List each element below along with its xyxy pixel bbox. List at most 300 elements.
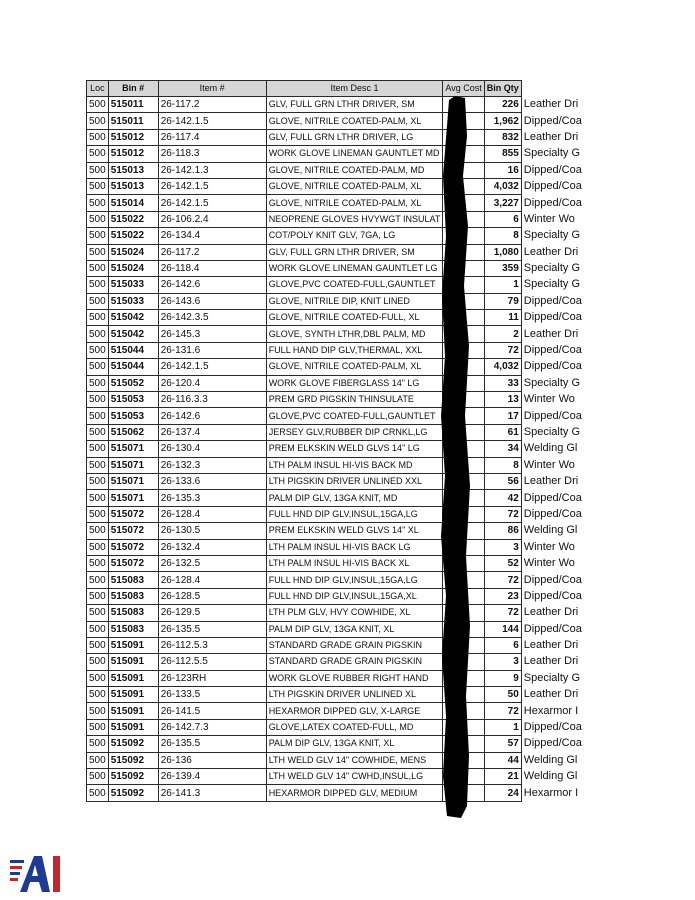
cell-category: Dipped/Coa: [523, 622, 582, 635]
cell-loc: 500: [87, 473, 109, 489]
table-row: [87, 277, 585, 293]
cell-bin: 515091: [108, 654, 158, 670]
cell-bin-qty: 23: [484, 588, 521, 604]
cell-bin-qty: 11: [484, 310, 521, 326]
table-row: [87, 523, 585, 539]
cell-loc: 500: [87, 293, 109, 309]
cell-bin: 515053: [108, 408, 158, 424]
cell-loc: 500: [87, 392, 109, 408]
cell-category: Dipped/Coa: [523, 721, 582, 734]
cell-category: Specialty G: [523, 229, 581, 242]
cell-item: 26-106.2.4: [158, 211, 266, 227]
cell-item: 26-142.6: [158, 277, 266, 293]
cell-item: 26-117.2: [158, 97, 266, 113]
cell-bin-qty: 72: [484, 506, 521, 522]
cell-category: Welding Gl: [523, 442, 578, 455]
cell-loc: 500: [87, 588, 109, 604]
cell-bin: 515042: [108, 326, 158, 342]
cell-category: Winter Wo: [523, 540, 575, 553]
cell-desc: LTH WELD GLV 14" COWHIDE, MENS: [266, 752, 443, 768]
cell-loc: 500: [87, 178, 109, 194]
table-row: [87, 670, 585, 686]
cell-bin-qty: 21: [484, 769, 521, 785]
cell-item: 26-142.1.5: [158, 178, 266, 194]
inventory-table: [86, 80, 585, 802]
cell-bin-qty: 1: [484, 719, 521, 735]
cell-loc: 500: [87, 523, 109, 539]
cell-bin: 515012: [108, 146, 158, 162]
cell-bin: 515083: [108, 572, 158, 588]
cell-bin-qty: 4,032: [484, 359, 521, 375]
cell-loc: 500: [87, 342, 109, 358]
cell-desc: PREM GRD PIGSKIN THINSULATE: [266, 392, 443, 408]
cell-desc: PALM DIP GLV, 13GA KNIT, XL: [266, 736, 443, 752]
header-avg-cost: Avg Cost: [443, 81, 484, 97]
cell-category: Winter Wo: [523, 458, 575, 471]
cell-loc: 500: [87, 146, 109, 162]
cell-category: Leather Dri: [523, 688, 579, 701]
cell-desc: WORK GLOVE RUBBER RIGHT HAND: [266, 670, 443, 686]
cell-item: 26-141.5: [158, 703, 266, 719]
cell-loc: 500: [87, 769, 109, 785]
table-row: [87, 97, 585, 113]
table-row: [87, 228, 585, 244]
cell-bin-qty: 6: [484, 211, 521, 227]
cell-bin: 515024: [108, 244, 158, 260]
cell-bin: 515014: [108, 195, 158, 211]
cell-item: 26-142.1.3: [158, 162, 266, 178]
cell-bin-qty: 16: [484, 162, 521, 178]
table-row: [87, 539, 585, 555]
cell-category: Specialty G: [523, 278, 581, 291]
cell-item: 26-134.4: [158, 228, 266, 244]
cell-category: Welding Gl: [523, 770, 578, 783]
cell-loc: 500: [87, 375, 109, 391]
cell-desc: LTH PLM GLV, HVY COWHIDE, XL: [266, 605, 443, 621]
table-row: [87, 457, 585, 473]
cell-bin-qty: 6: [484, 637, 521, 653]
cell-bin-qty: 33: [484, 375, 521, 391]
cell-bin-qty: 44: [484, 752, 521, 768]
cell-bin: 515071: [108, 490, 158, 506]
cell-bin-qty: 56: [484, 473, 521, 489]
table-row: [87, 326, 585, 342]
cell-category: Leather Dri: [523, 327, 579, 340]
table-row: [87, 506, 585, 522]
cell-loc: 500: [87, 113, 109, 129]
cell-loc: 500: [87, 129, 109, 145]
cell-bin-qty: 79: [484, 293, 521, 309]
cell-loc: 500: [87, 572, 109, 588]
cell-bin: 515071: [108, 457, 158, 473]
cell-item: 26-116.3.3: [158, 392, 266, 408]
cell-category: Specialty G: [523, 426, 581, 438]
cell-loc: 500: [87, 228, 109, 244]
cell-bin-qty: 855: [484, 146, 521, 162]
cell-desc: GLOVE, NITRILE COATED-PALM, XL: [266, 195, 443, 211]
table-row: [87, 621, 585, 637]
cell-loc: 500: [87, 244, 109, 260]
table-row: [87, 178, 585, 194]
table-row: [87, 605, 585, 621]
cell-category: Dipped/Coa: [523, 507, 582, 520]
cell-bin-qty: 57: [484, 736, 521, 752]
cell-item: 26-135.5: [158, 621, 266, 637]
cell-item: 26-128.5: [158, 588, 266, 604]
cell-bin-qty: 34: [484, 441, 521, 457]
header-spacer: [521, 81, 584, 97]
cell-desc: WORK GLOVE FIBERGLASS 14" LG: [266, 375, 443, 391]
cell-bin-qty: 8: [484, 457, 521, 473]
cell-loc: 500: [87, 211, 109, 227]
cell-loc: 500: [87, 752, 109, 768]
cell-bin-qty: 1,962: [484, 113, 521, 129]
cell-bin: 515022: [108, 211, 158, 227]
cell-loc: 500: [87, 457, 109, 473]
cell-loc: 500: [87, 277, 109, 293]
cell-category: Dipped/Coa: [523, 180, 582, 193]
cell-desc: PALM DIP GLV, 13GA KNIT, XL: [266, 621, 443, 637]
table-row: [87, 392, 585, 408]
table-row: [87, 473, 585, 489]
cell-category: Welding Gl: [523, 524, 578, 537]
cell-item: 26-118.3: [158, 146, 266, 162]
cell-loc: 500: [87, 736, 109, 752]
cell-category: Specialty G: [523, 671, 581, 684]
cell-bin: 515033: [108, 277, 158, 293]
table-row: [87, 342, 585, 358]
cell-bin: 515083: [108, 621, 158, 637]
cell-bin-qty: 3: [484, 654, 521, 670]
cell-item: 26-142.3.5: [158, 310, 266, 326]
cell-category: Specialty G: [523, 376, 581, 389]
cell-bin-qty: 17: [484, 408, 521, 424]
cell-loc: 500: [87, 719, 109, 735]
cell-bin-qty: 72: [484, 342, 521, 358]
cell-item: 26-129.5: [158, 605, 266, 621]
cell-bin: 515083: [108, 605, 158, 621]
cell-loc: 500: [87, 162, 109, 178]
cell-bin: 515062: [108, 424, 158, 440]
cell-bin: 515072: [108, 539, 158, 555]
cell-bin: 515013: [108, 178, 158, 194]
table-row: [87, 785, 585, 801]
cell-desc: LTH PALM INSUL HI-VIS BACK LG: [266, 539, 443, 555]
cell-category: Dipped/Coa: [523, 114, 582, 127]
cell-category: Dipped/Coa: [523, 360, 582, 373]
table-row: [87, 195, 585, 211]
cell-item: 26-135.5: [158, 736, 266, 752]
table-row: [87, 359, 585, 375]
cell-item: 26-117.4: [158, 129, 266, 145]
cell-category: Leather Dri: [523, 606, 579, 619]
cell-bin: 515091: [108, 687, 158, 703]
cell-bin: 515024: [108, 260, 158, 276]
cell-bin-qty: 72: [484, 572, 521, 588]
cell-item: 26-133.5: [158, 687, 266, 703]
cell-item: 26-143.6: [158, 293, 266, 309]
cell-loc: 500: [87, 490, 109, 506]
cell-item: 26-142.7.3: [158, 719, 266, 735]
cell-item: 26-142.1.5: [158, 359, 266, 375]
cell-bin-qty: 24: [484, 785, 521, 801]
cell-item: 26-142.1.5: [158, 195, 266, 211]
cell-loc: 500: [87, 97, 109, 113]
cell-category: Specialty G: [523, 147, 581, 160]
table-row: [87, 244, 585, 260]
cell-loc: 500: [87, 260, 109, 276]
cell-category: Leather Dri: [523, 130, 579, 143]
cell-bin-qty: 8: [484, 228, 521, 244]
cell-item: 26-123RH: [158, 670, 266, 686]
cell-item: 26-130.5: [158, 523, 266, 539]
cell-bin: 515042: [108, 310, 158, 326]
table-row: [87, 162, 585, 178]
cell-item: 26-120.4: [158, 375, 266, 391]
cell-bin-qty: 1: [484, 277, 521, 293]
cell-desc: PREM ELKSKIN WELD GLVS 14" LG: [266, 441, 443, 457]
cell-item: 26-112.5.5: [158, 654, 266, 670]
table-row: [87, 572, 585, 588]
cell-bin-qty: 13: [484, 392, 521, 408]
cell-loc: 500: [87, 539, 109, 555]
cell-bin: 515011: [108, 97, 158, 113]
cell-item: 26-136: [158, 752, 266, 768]
cell-category: Welding Gl: [523, 753, 578, 766]
cell-bin: 515092: [108, 736, 158, 752]
table-row: [87, 719, 585, 735]
cell-desc: COT/POLY KNIT GLV, 7GA, LG: [266, 228, 443, 244]
cell-bin: 515091: [108, 637, 158, 653]
auction-logo-icon: [10, 852, 64, 894]
cell-item: 26-132.3: [158, 457, 266, 473]
cell-loc: 500: [87, 195, 109, 211]
cell-item: 26-130.4: [158, 441, 266, 457]
cell-bin: 515072: [108, 506, 158, 522]
cell-desc: HEXARMOR DIPPED GLV, MEDIUM: [266, 785, 443, 801]
cell-loc: 500: [87, 637, 109, 653]
cell-desc: GLV, FULL GRN LTHR DRIVER, LG: [266, 129, 443, 145]
cell-bin-qty: 359: [484, 260, 521, 276]
cell-loc: 500: [87, 703, 109, 719]
cell-category: Leather Dri: [523, 475, 579, 488]
table-row: [87, 637, 585, 653]
cell-desc: PREM ELKSKIN WELD GLVS 14" XL: [266, 523, 443, 539]
cell-bin: 515012: [108, 129, 158, 145]
cell-category: Hexarmor I: [523, 704, 579, 717]
cell-loc: 500: [87, 670, 109, 686]
cell-loc: 500: [87, 555, 109, 571]
cell-category: Hexarmor I: [523, 786, 579, 799]
cell-bin: 515071: [108, 441, 158, 457]
table-row: [87, 441, 585, 457]
cell-desc: LTH WELD GLV 14" CWHD,INSUL,LG: [266, 769, 443, 785]
cell-bin-qty: 52: [484, 555, 521, 571]
cell-loc: 500: [87, 310, 109, 326]
cell-desc: GLOVE, NITRILE COATED-FULL, XL: [266, 310, 443, 326]
cell-bin-qty: 3: [484, 539, 521, 555]
cell-category: Dipped/Coa: [523, 294, 582, 307]
cell-item: 26-117.2: [158, 244, 266, 260]
cell-desc: GLOVE,PVC COATED-FULL,GAUNTLET: [266, 408, 443, 424]
cell-category: Dipped/Coa: [523, 344, 582, 357]
cell-bin: 515072: [108, 523, 158, 539]
table-row: [87, 424, 585, 440]
header-bin-qty: Bin Qty: [484, 81, 521, 97]
redaction-mark: [441, 96, 471, 819]
cell-bin: 515053: [108, 392, 158, 408]
cell-category: Winter Wo: [523, 212, 575, 225]
table-row: [87, 310, 585, 326]
header-bin: Bin #: [108, 81, 158, 97]
cell-category: Dipped/Coa: [523, 196, 582, 209]
cell-category: Specialty G: [523, 262, 581, 275]
header-item: Item #: [158, 81, 266, 97]
cell-bin: 515071: [108, 473, 158, 489]
cell-item: 26-128.4: [158, 572, 266, 588]
cell-category: Winter Wo: [523, 393, 575, 406]
cell-bin: 515092: [108, 785, 158, 801]
table-row: [87, 260, 585, 276]
cell-bin-qty: 72: [484, 703, 521, 719]
cell-item: 26-133.6: [158, 473, 266, 489]
cell-loc: 500: [87, 424, 109, 440]
cell-bin: 515052: [108, 375, 158, 391]
table-row: [87, 129, 585, 145]
table-row: [87, 736, 585, 752]
cell-bin-qty: 4,032: [484, 178, 521, 194]
table-header-row: [87, 81, 585, 97]
cell-category: Leather Dri: [523, 245, 579, 258]
cell-bin-qty: 61: [484, 424, 521, 440]
cell-bin-qty: 832: [484, 129, 521, 145]
header-desc: Item Desc 1: [266, 81, 443, 97]
cell-desc: WORK GLOVE LINEMAN GAUNTLET LG: [266, 260, 443, 276]
cell-loc: 500: [87, 621, 109, 637]
table-row: [87, 588, 585, 604]
table-row: [87, 113, 585, 129]
cell-item: 26-141.3: [158, 785, 266, 801]
cell-desc: PALM DIP GLV, 13GA KNIT, MD: [266, 490, 443, 506]
cell-desc: NEOPRENE GLOVES HVYWGT INSULAT: [266, 211, 443, 227]
cell-bin-qty: 9: [484, 670, 521, 686]
cell-desc: GLOVE,PVC COATED-FULL,GAUNTLET: [266, 277, 443, 293]
cell-desc: FULL HND DIP GLV,INSUL,15GA,LG: [266, 572, 443, 588]
cell-item: 26-142.1.5: [158, 113, 266, 129]
cell-desc: GLOVE, NITRILE COATED-PALM, XL: [266, 359, 443, 375]
cell-bin: 515044: [108, 342, 158, 358]
cell-desc: FULL HAND DIP GLV,THERMAL, XXL: [266, 342, 443, 358]
header-loc: Loc: [87, 81, 109, 97]
cell-bin: 515091: [108, 670, 158, 686]
cell-bin: 515091: [108, 703, 158, 719]
table-row: [87, 654, 585, 670]
cell-bin: 515013: [108, 162, 158, 178]
cell-bin: 515083: [108, 588, 158, 604]
cell-item: 26-112.5.3: [158, 637, 266, 653]
cell-loc: 500: [87, 408, 109, 424]
cell-bin-qty: 72: [484, 605, 521, 621]
cell-bin: 515091: [108, 719, 158, 735]
cell-desc: GLOVE,LATEX COATED-FULL, MD: [266, 719, 443, 735]
cell-bin: 515011: [108, 113, 158, 129]
table-row: [87, 375, 585, 391]
cell-loc: 500: [87, 441, 109, 457]
table-row: [87, 293, 585, 309]
cell-desc: GLOVE, NITRILE COATED-PALM, MD: [266, 162, 443, 178]
cell-desc: GLOVE, NITRILE COATED-PALM, XL: [266, 113, 443, 129]
cell-bin-qty: 1,080: [484, 244, 521, 260]
cell-item: 26-118.4: [158, 260, 266, 276]
cell-desc: LTH PALM INSUL HI-VIS BACK MD: [266, 457, 443, 473]
cell-desc: GLOVE, NITRILE DIP, KNIT LINED: [266, 293, 443, 309]
cell-bin-qty: 3,227: [484, 195, 521, 211]
table-row: [87, 687, 585, 703]
cell-desc: GLOVE, SYNTH LTHR,DBL PALM, MD: [266, 326, 443, 342]
cell-desc: LTH PALM INSUL HI-VIS BACK XL: [266, 555, 443, 571]
cell-loc: 500: [87, 687, 109, 703]
cell-desc: HEXARMOR DIPPED GLV, X-LARGE: [266, 703, 443, 719]
table-row: [87, 146, 585, 162]
cell-desc: GLOVE, NITRILE COATED-PALM, XL: [266, 178, 443, 194]
table-row: [87, 408, 585, 424]
cell-bin: 515072: [108, 555, 158, 571]
cell-bin: 515033: [108, 293, 158, 309]
cell-item: 26-128.4: [158, 506, 266, 522]
cell-item: 26-135.3: [158, 490, 266, 506]
cell-category: Dipped/Coa: [523, 409, 582, 422]
cell-desc: JERSEY GLV,RUBBER DIP CRNKL,LG: [266, 424, 443, 440]
cell-bin-qty: 226: [484, 97, 521, 113]
cell-loc: 500: [87, 654, 109, 670]
cell-bin-qty: 50: [484, 687, 521, 703]
cell-item: 26-145.3: [158, 326, 266, 342]
cell-category: Dipped/Coa: [523, 311, 582, 324]
cell-desc: LTH PIGSKIN DRIVER UNLINED XL: [266, 687, 443, 703]
table-row: [87, 703, 585, 719]
cell-category: Winter Wo: [523, 557, 575, 570]
cell-desc: GLV, FULL GRN LTHR DRIVER, SM: [266, 244, 443, 260]
table-row: [87, 211, 585, 227]
cell-category: Dipped/Coa: [523, 589, 582, 602]
cell-bin-qty: 86: [484, 523, 521, 539]
cell-desc: STANDARD GRADE GRAIN PIGSKIN: [266, 654, 443, 670]
table-row: [87, 555, 585, 571]
cell-category: Leather Dri: [523, 639, 579, 652]
cell-item: 26-142.6: [158, 408, 266, 424]
cell-loc: 500: [87, 326, 109, 342]
cell-bin-qty: 42: [484, 490, 521, 506]
cell-item: 26-131.6: [158, 342, 266, 358]
table-row: [87, 490, 585, 506]
cell-category: Leather Dri: [523, 98, 579, 111]
cell-bin-qty: 144: [484, 621, 521, 637]
cell-category: Dipped/Coa: [523, 573, 582, 586]
cell-bin: 515092: [108, 752, 158, 768]
cell-category: Dipped/Coa: [523, 163, 582, 176]
cell-bin-qty: 2: [484, 326, 521, 342]
cell-loc: 500: [87, 605, 109, 621]
cell-category: Dipped/Coa: [523, 491, 582, 504]
cell-bin: 515022: [108, 228, 158, 244]
cell-bin: 515044: [108, 359, 158, 375]
cell-loc: 500: [87, 785, 109, 801]
cell-item: 26-139.4: [158, 769, 266, 785]
cell-item: 26-132.4: [158, 539, 266, 555]
cell-item: 26-132.5: [158, 555, 266, 571]
cell-category: Leather Dri: [523, 655, 579, 668]
cell-category: Dipped/Coa: [523, 737, 582, 750]
